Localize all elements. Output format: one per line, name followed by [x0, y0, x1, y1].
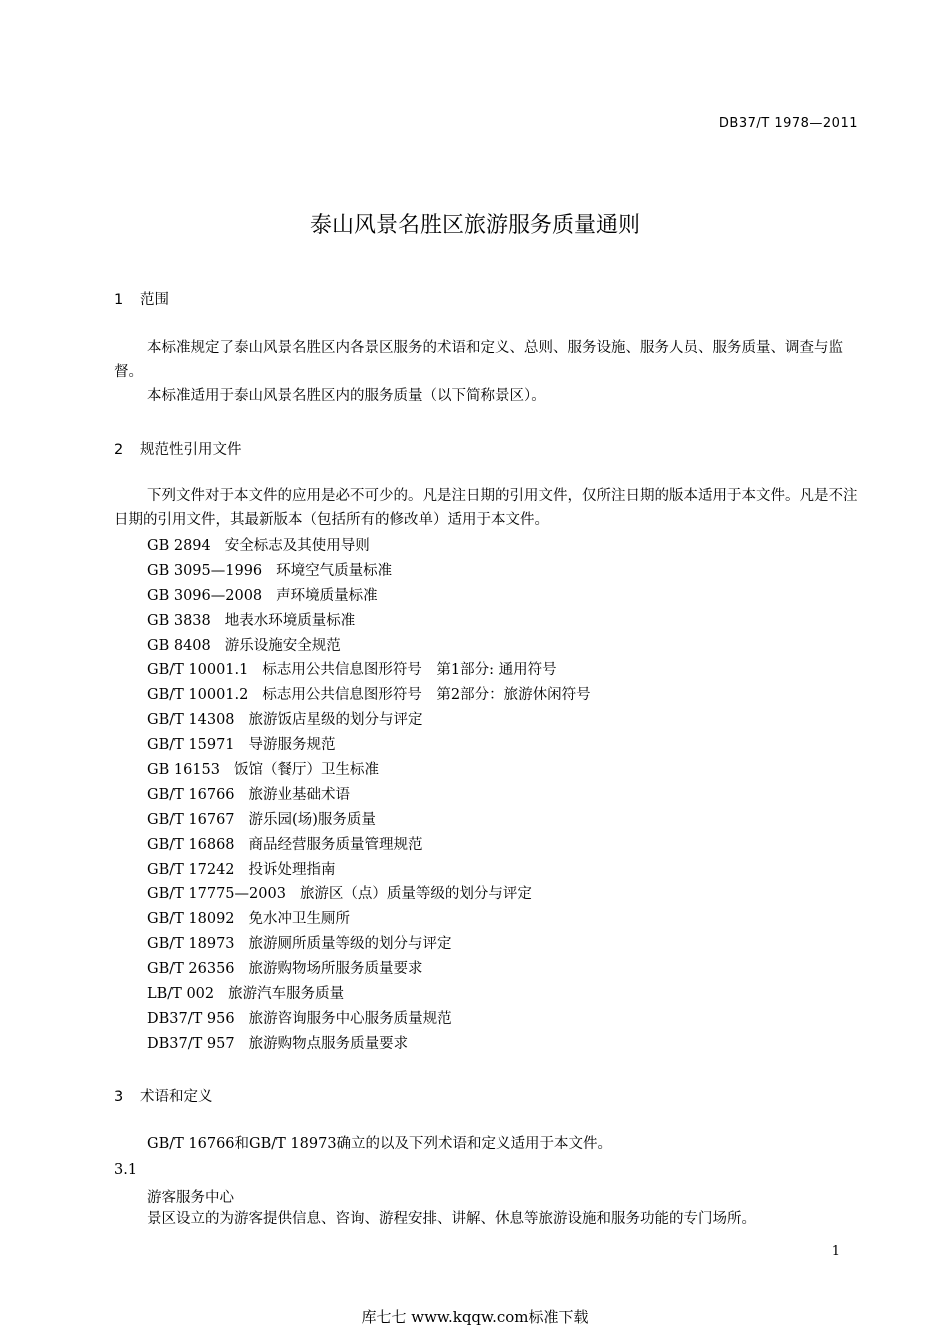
terms-intro: GB/T 16766和GB/T 18973确立的以及下列术语和定义适用于本文件。: [147, 1136, 613, 1152]
reference-name: 声环境质量标准: [276, 587, 378, 604]
reference-item: [147, 932, 591, 957]
scope-paragraph-1: 本标准规定了泰山风景名胜区内各景区服务的术语和定义、总则、服务设施、服务人员、服务质量、调查与监督。: [114, 340, 843, 380]
reference-code: GB 2894: [147, 538, 211, 554]
reference-name: 旅游咨询服务中心服务质量规范: [248, 1010, 452, 1027]
reference-code: GB/T 15971: [147, 737, 235, 754]
reference-code: GB/T 18092: [147, 911, 235, 928]
reference-name: 旅游购物点服务质量要求: [248, 1035, 409, 1052]
section-number: 3: [114, 1089, 124, 1105]
reference-item: [147, 534, 591, 559]
reference-name: 旅游汽车服务质量: [228, 986, 345, 1003]
reference-item: [147, 982, 591, 1007]
reference-name: 饭馆（餐厅）卫生标准: [233, 762, 379, 779]
reference-name: 旅游区（点）质量等级的划分与评定: [299, 886, 532, 903]
reference-list: [147, 534, 591, 1057]
reference-name: 标志用公共信息图形符号 第2部分：旅游休闲符号: [262, 687, 591, 704]
reference-name: 游乐园(场)服务质量: [248, 811, 376, 828]
section-title: 术语和定义: [140, 1089, 213, 1105]
reference-name: 环境空气质量标准: [276, 562, 393, 579]
section-heading-normative-refs: [114, 438, 242, 459]
reference-item: [147, 683, 591, 708]
document-title: 泰山风景名胜区旅游服务质量通则: [309, 213, 640, 238]
reference-name: 标志用公共信息图形符号 第1部分: 通用符号: [262, 662, 557, 679]
reference-name: 投诉处理指南: [248, 861, 336, 878]
reference-code: GB 3095—1996: [147, 562, 263, 579]
reference-code: GB/T 10001.2: [147, 687, 249, 704]
reference-name: 导游服务规范: [248, 737, 336, 754]
reference-name: 旅游厕所质量等级的划分与评定: [248, 936, 452, 953]
reference-code: GB/T 14308: [147, 712, 235, 729]
reference-item: [147, 882, 591, 907]
reference-code: GB 16153: [147, 762, 220, 779]
reference-code: GB/T 16868: [147, 836, 235, 853]
reference-item: [147, 858, 591, 883]
term-definition: 景区设立的为游客提供信息、咨询、游程安排、讲解、休息等旅游设施和服务功能的专门场所。: [147, 1211, 756, 1227]
term-number: 3.1: [114, 1162, 138, 1178]
reference-item: [147, 658, 591, 683]
reference-code: GB 3096—2008: [147, 587, 263, 604]
reference-code: DB37/T 956: [147, 1010, 235, 1027]
reference-name: 旅游业基础术语: [248, 786, 351, 803]
reference-code: LB/T 002: [147, 986, 215, 1003]
scope-paragraph-2: 本标准适用于泰山风景名胜区内的服务质量（以下简称景区）。: [147, 388, 546, 404]
reference-item: [147, 833, 591, 858]
reference-item: [147, 957, 591, 982]
reference-item: [147, 584, 591, 609]
reference-code: GB/T 10001.1: [147, 662, 249, 679]
reference-name: 商品经营服务质量管理规范: [248, 836, 423, 853]
reference-code: GB/T 17775—2003: [147, 886, 286, 903]
reference-name: 地表水环境质量标准: [224, 612, 356, 629]
reference-code: GB/T 18973: [147, 936, 235, 953]
section-heading-scope: [114, 288, 169, 309]
section-number: 2: [114, 442, 124, 458]
reference-name: 安全标志及其使用导则: [224, 538, 370, 554]
reference-item: [147, 708, 591, 733]
standard-code: DB37/T 1978—2011: [718, 116, 858, 131]
section-title: 范围: [140, 292, 169, 308]
page-number: 1: [831, 1244, 840, 1259]
reference-item: [147, 634, 591, 659]
reference-item: [147, 907, 591, 932]
reference-name: 旅游购物场所服务质量要求: [248, 961, 423, 978]
reference-item: [147, 733, 591, 758]
reference-name: 旅游饭店星级的划分与评定: [248, 712, 423, 729]
reference-item: [147, 808, 591, 833]
section-title: 规范性引用文件: [140, 442, 242, 458]
footer-watermark: 库七七 www.kqqw.com标准下载: [361, 1308, 589, 1326]
reference-code: GB/T 16766: [147, 786, 235, 803]
reference-code: GB/T 17242: [147, 861, 235, 878]
reference-code: GB 3838: [147, 612, 211, 629]
reference-code: DB37/T 957: [147, 1035, 235, 1052]
reference-code: GB/T 26356: [147, 961, 235, 978]
term-title: 游客服务中心: [147, 1190, 234, 1206]
reference-item: [147, 559, 591, 584]
reference-name: 游乐设施安全规范: [224, 637, 341, 654]
reference-item: [147, 609, 591, 634]
reference-code: GB 8408: [147, 637, 211, 654]
reference-name: 免水冲卫生厕所: [248, 911, 351, 928]
reference-item: [147, 783, 591, 808]
section-heading-terms: [114, 1085, 213, 1106]
normative-refs-intro: 下列文件对于本文件的应用是必不可少的。凡是注日期的引用文件，仅所注日期的版本适用于本文件。凡是不注日期的引用文件，其最新版本（包括所有的修改单）适用于本文件。: [114, 488, 858, 528]
reference-code: GB/T 16767: [147, 811, 235, 828]
reference-item: [147, 1032, 591, 1057]
reference-item: [147, 758, 591, 783]
section-number: 1: [114, 292, 124, 308]
reference-item: [147, 1007, 591, 1032]
